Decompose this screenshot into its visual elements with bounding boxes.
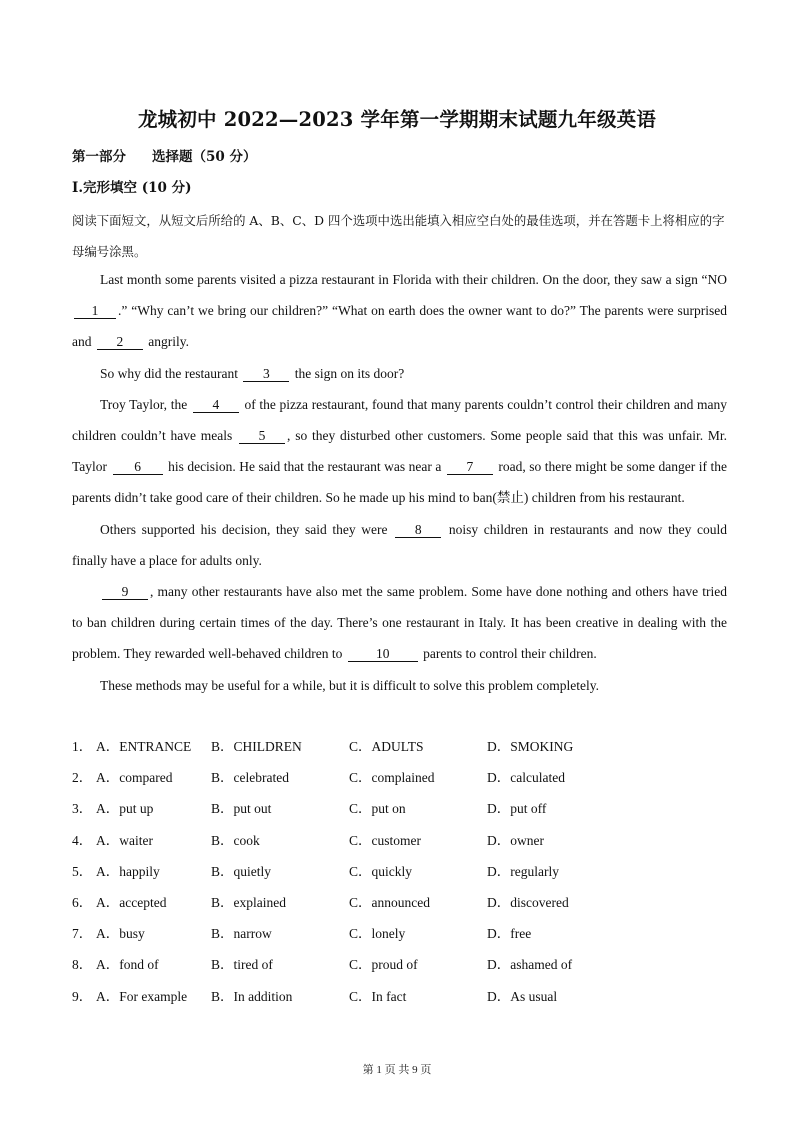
option-a: A．For example — [96, 988, 188, 1004]
passage-text: Others supported his decision, they said they were — [100, 521, 394, 537]
option-c: C．complained — [349, 770, 435, 786]
option-c: C．customer — [349, 832, 421, 848]
option-d: D．As usual — [487, 988, 558, 1004]
option-b: B．cook — [211, 832, 260, 848]
option-b: B．In addition — [211, 988, 293, 1004]
question-number: 8． — [72, 957, 93, 973]
question-number: 4． — [72, 832, 93, 848]
passage-text: of the pizza restaurant, found that many parents couldn’t control their children and many children couldn’t have meals — [72, 396, 727, 444]
answer-options — [72, 731, 732, 1012]
option-a: A．put up — [96, 801, 154, 817]
option-d: D．put off — [487, 801, 547, 817]
passage-paragraph — [72, 576, 727, 670]
passage-paragraph — [72, 389, 727, 514]
option-b: B．put out — [211, 801, 272, 817]
question-row — [72, 918, 732, 949]
option-c: C．proud of — [349, 957, 418, 973]
option-a: A．fond of — [96, 957, 159, 973]
option-b: B．explained — [211, 894, 286, 910]
question-row — [72, 762, 732, 793]
option-d: D．owner — [487, 832, 544, 848]
question-row — [72, 981, 732, 1012]
question-number: 3． — [72, 801, 93, 817]
part-heading — [72, 145, 257, 165]
page-footer: 第 1 页 共 9 页 — [362, 1064, 432, 1076]
passage-text: parents to control their children. — [419, 646, 597, 662]
option-c: C．In fact — [349, 988, 407, 1004]
option-d: D．discovered — [487, 894, 569, 910]
question-row — [72, 825, 732, 856]
blank-10: 10 — [348, 646, 418, 662]
option-d: D．SMOKING — [487, 739, 574, 754]
passage-text: So why did the restaurant — [100, 365, 242, 381]
blank-6: 6 — [113, 459, 163, 475]
question-row — [72, 949, 732, 980]
option-d: D．regularly — [487, 863, 559, 879]
option-a: A．compared — [96, 770, 173, 786]
option-c: C．announced — [349, 894, 430, 910]
question-number: 6． — [72, 894, 93, 910]
option-b: B．CHILDREN — [211, 739, 302, 754]
section-title: I.完形填空 (10 分) — [72, 180, 192, 196]
passage-text: his decision. He said that the restaurant was near a — [164, 459, 445, 475]
option-a: A．happily — [96, 863, 160, 879]
blank-2: 2 — [97, 334, 143, 350]
passage-text: , so they disturbed other customers. Some people said that this was unfair. Mr. Taylor — [72, 428, 728, 475]
option-c: C．ADULTS — [349, 739, 424, 754]
passage-text: Last month some parents visited a pizza restaurant in Florida with their children. On the door, they saw a sign “NO — [100, 272, 727, 287]
passage-paragraph — [72, 358, 727, 389]
blank-9: 9 — [102, 584, 148, 600]
part-name: 选择题（50 分） — [152, 149, 257, 165]
option-c: C．put on — [349, 801, 406, 817]
question-row — [72, 731, 732, 762]
instructions: 阅读下面短文，从短文后所给的 A、B、C、D 四个选项中选出能填入相应空白处的最佳选项，并在答题卡上将相应的字母编号涂黑。 — [72, 213, 725, 259]
question-number: 5． — [72, 863, 93, 879]
option-c: C．lonely — [349, 926, 406, 942]
passage-text: noisy children in restaurants and now they could finally have a place for adults only. — [72, 521, 727, 568]
blank-5: 5 — [239, 428, 285, 444]
blank-3: 3 — [243, 366, 289, 382]
part-label: 第一部分 — [72, 149, 126, 165]
question-number: 2． — [72, 770, 93, 786]
passage-paragraph — [72, 264, 727, 358]
passage-text: , many other restaurants have also met the same problem. Some have done nothing and others have tried to ban children during certain times of the day. There’s one restaurant in Italy. It has been creative in dealing with the problem. They rewarded well-behaved children to — [72, 584, 727, 662]
question-number: 1． — [72, 739, 93, 754]
blank-7: 7 — [447, 459, 493, 475]
cloze-passage — [72, 264, 727, 701]
passage-paragraph: These methods may be useful for a while, but it is difficult to solve this problem completely. — [100, 677, 600, 693]
passage-paragraph — [72, 514, 727, 576]
option-c: C．quickly — [349, 863, 412, 879]
option-d: D．free — [487, 926, 532, 942]
option-a: A．ENTRANCE — [96, 739, 192, 754]
passage-text: angrily. — [144, 334, 189, 350]
question-row — [72, 887, 732, 918]
passage-text: Troy Taylor, the — [100, 396, 191, 412]
option-b: B．tired of — [211, 957, 273, 973]
question-number: 7． — [72, 926, 93, 942]
option-d: D．calculated — [487, 770, 565, 786]
option-b: B．celebrated — [211, 770, 289, 786]
option-a: A．busy — [96, 926, 145, 942]
option-b: B．narrow — [211, 926, 272, 942]
blank-4: 4 — [193, 397, 239, 413]
question-number: 9． — [72, 988, 93, 1004]
blank-8: 8 — [395, 522, 441, 538]
passage-text: the sign on its door? — [291, 365, 405, 381]
option-d: D．ashamed of — [487, 957, 573, 973]
passage-text: road, so there might be some danger if the parents didn’t take good care of their children. So he made up his mind to ban(禁止) children from his restaurant. — [72, 459, 728, 506]
blank-1: 1 — [74, 303, 116, 319]
option-a: A．accepted — [96, 894, 167, 910]
question-row — [72, 856, 732, 887]
document-title: 龙城初中 2022—2023 学年第一学期期末试题九年级英语 — [137, 108, 657, 131]
option-b: B．quietly — [211, 863, 271, 879]
passage-text: .” “Why can’t we bring our children?” “What on earth does the owner want to do?” The parents were surprised and — [72, 303, 727, 350]
question-row — [72, 793, 732, 824]
option-a: A．waiter — [96, 832, 153, 848]
